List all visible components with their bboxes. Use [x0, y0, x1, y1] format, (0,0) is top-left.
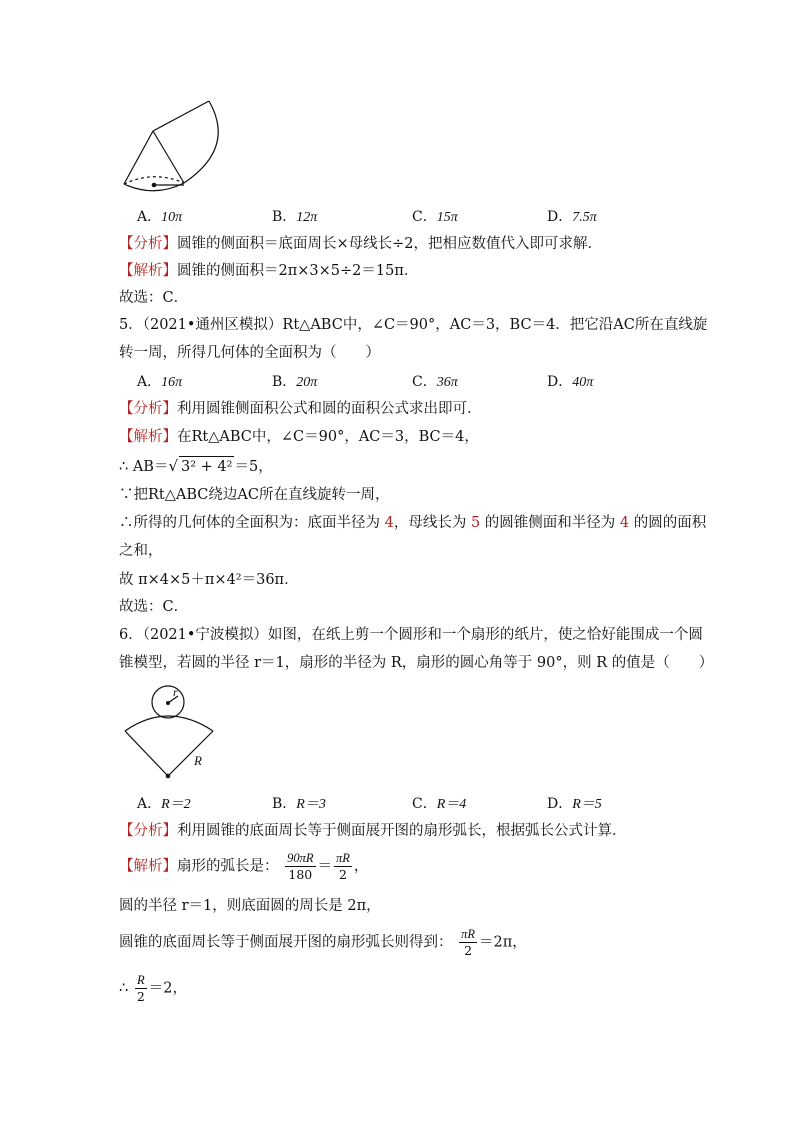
q4-solution: 【解析】圆锥的侧面积＝2π×3×5÷2＝15π． [119, 263, 419, 279]
q5-step2: ∵把Rt△ABC绕边AC所在直线旋转一周， [119, 487, 390, 503]
q6-step4: ∴ $\frac{R}{2}$ ＝2， [119, 973, 188, 1004]
figure-label-R: R [194, 753, 202, 768]
q6-option-b: B．R＝3 [272, 796, 326, 812]
q5-option-b: B．20π [272, 374, 318, 390]
fraction: $\frac{90\pi R}{180}$ [287, 851, 314, 882]
q4-option-c: C．15π [412, 209, 458, 225]
figure-label-r: r [173, 685, 178, 699]
q4-option-d: D．7.5π [547, 209, 597, 225]
q5-option-c: C．36π [412, 374, 458, 390]
q5-stem-line1: 5．（2021•通州区模拟）Rt△ABC中，∠C＝90°，AC＝3，BC＝4．把它沿AC所在直线旋 [119, 317, 708, 333]
q5-step1: ∴ AB＝√ 3² + 4² ＝5， [119, 457, 273, 475]
q5-analysis: 【分析】利用圆锥侧面积公式和圆的面积公式求出即可． [119, 401, 482, 417]
fraction: $\frac{R}{2}$ [136, 973, 145, 1004]
q6-analysis: 【分析】利用圆锥的底面周长等于侧面展开图的扇形弧长，根据弧长公式计算． [119, 823, 627, 839]
q6-solution: 【解析】扇形的弧长是： $\frac{90\pi R}{180}$ ＝ $\frac{\pi R}{2}$ ， [119, 851, 369, 882]
fraction: $\frac{\pi R}{2}$ [461, 927, 476, 958]
q5-solution: 【解析】在Rt△ABC中，∠C＝90°，AC＝3，BC＝4， [119, 429, 479, 445]
q4-option-b: B．12π [272, 209, 318, 225]
solution-tag: 【解析】 [119, 263, 177, 279]
q4-option-a: A．10π [137, 209, 183, 225]
q6-step3: 圆锥的底面周长等于侧面展开图的扇形弧长则得到： $\frac{\pi R}{2}$ ＝2π， [119, 927, 527, 958]
q5-option-a: A．16π [137, 374, 183, 390]
q5-step5: 故 π×4×5＋π×4²＝36π． [119, 572, 299, 588]
solution-tag: 【解析】 [119, 858, 177, 875]
q5-option-d: D．40π [547, 374, 594, 390]
analysis-tag: 【分析】 [119, 401, 177, 417]
q6-option-a: A．R＝2 [137, 796, 191, 812]
analysis-tag: 【分析】 [119, 236, 177, 252]
q5-stem-line2: 转一周，所得几何体的全面积为（ ） [119, 345, 380, 361]
fraction: $\frac{\pi R}{2}$ [336, 851, 350, 882]
q4-analysis: 【分析】圆锥的侧面积＝底面周长×母线长÷2，把相应数值代入即可求解． [119, 236, 603, 252]
q5-step3: ∴所得的几何体的全面积为：底面半径为 4，母线长为 5 的圆锥侧面和半径为 4 的圆的面积 [119, 515, 707, 531]
q6-stem-line1: 6．（2021•宁波模拟）如图，在纸上剪一个圆形和一个扇形的纸片，使之恰好能围成一个圆 [119, 627, 703, 643]
q6-option-d: D．R＝5 [547, 796, 602, 812]
q6-option-c: C．R＝4 [412, 796, 467, 812]
q6-step2: 圆的半径 r＝1，则底面圆的周长是 2π， [119, 898, 381, 914]
q5-answer: 故选：C． [119, 599, 189, 615]
sqrt-radicand: 3² + 4² [179, 456, 234, 477]
q5-step4: 之和， [119, 543, 163, 559]
analysis-tag: 【分析】 [119, 823, 177, 839]
q6-stem-line2: 锥模型，若圆的半径 r＝1，扇形的半径为 R，扇形的圆心角等于 90°，则 R 的值是（ ） [119, 655, 714, 671]
solution-tag: 【解析】 [119, 429, 177, 445]
q4-answer: 故选：C． [119, 290, 189, 306]
